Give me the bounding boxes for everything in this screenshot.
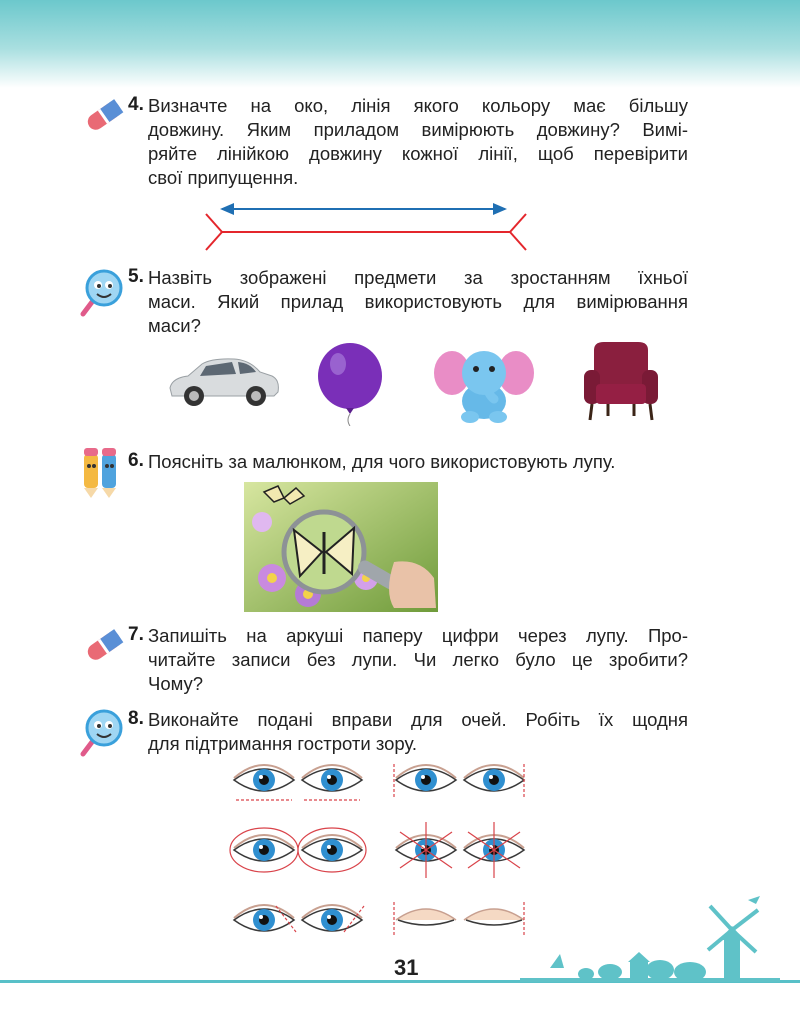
pencils-pair-icon — [78, 446, 124, 503]
task-8 — [128, 708, 688, 756]
muller-lyer-illustration — [200, 196, 530, 257]
task-line: Назвіть зображені предмети за зростанням їхньої — [148, 267, 688, 288]
task-text — [148, 94, 688, 190]
task-7 — [128, 624, 688, 696]
header-band — [0, 0, 800, 88]
task-number: 6. — [128, 450, 144, 471]
task-line: маси. Який прилад використовують для вимірювання — [148, 291, 688, 312]
pencil-eraser-icon — [82, 626, 126, 671]
task-text — [148, 266, 688, 338]
magnifier-character-icon — [80, 268, 124, 323]
pencil-eraser-icon — [82, 96, 126, 141]
task-line: маси? — [148, 315, 201, 336]
task-line: Запишіть на аркуші паперу цифри через лупу. Про- — [148, 625, 688, 646]
eye-exercises-illustration — [224, 756, 534, 953]
task-line: Поясніть за малюнком, для чого використовують лупу. — [148, 451, 616, 472]
task-line: Визначте на око, лінія якого кольору має більшу — [148, 95, 688, 116]
task-5 — [128, 266, 688, 338]
task-number: 8. — [128, 708, 144, 729]
magnifier-character-icon — [80, 708, 124, 763]
task-6 — [128, 450, 688, 474]
car-image — [164, 350, 282, 417]
task-line: для підтримання гостроти зору. — [148, 733, 418, 754]
task-line: довжину. Яким приладом вимірюють довжину? Вимі- — [148, 119, 688, 140]
task-number: 7. — [128, 624, 144, 645]
task-line: читайте записи без лупи. Чи легко було це зробити? — [148, 649, 688, 670]
task-number: 5. — [128, 266, 144, 287]
task-line: Виконайте подані вправи для очей. Робіть їх щодня — [148, 709, 688, 730]
armchair-image — [580, 340, 662, 429]
task-text — [148, 624, 688, 696]
toy-elephant-image — [432, 343, 536, 430]
task-text — [148, 708, 688, 756]
task-line: Чому? — [148, 673, 204, 694]
task-4 — [128, 94, 688, 190]
balloon-image — [316, 342, 384, 431]
task-line: свої припущення. — [148, 167, 299, 188]
task-line: ряйте лінійкою довжину кожної лінії, щоб перевірити — [148, 143, 688, 164]
butterfly-magnifier-photo — [244, 482, 438, 617]
task-text — [148, 450, 688, 474]
task-number: 4. — [128, 94, 144, 115]
page-number: 31 — [394, 955, 419, 980]
windmill-landscape-decoration — [520, 896, 780, 987]
